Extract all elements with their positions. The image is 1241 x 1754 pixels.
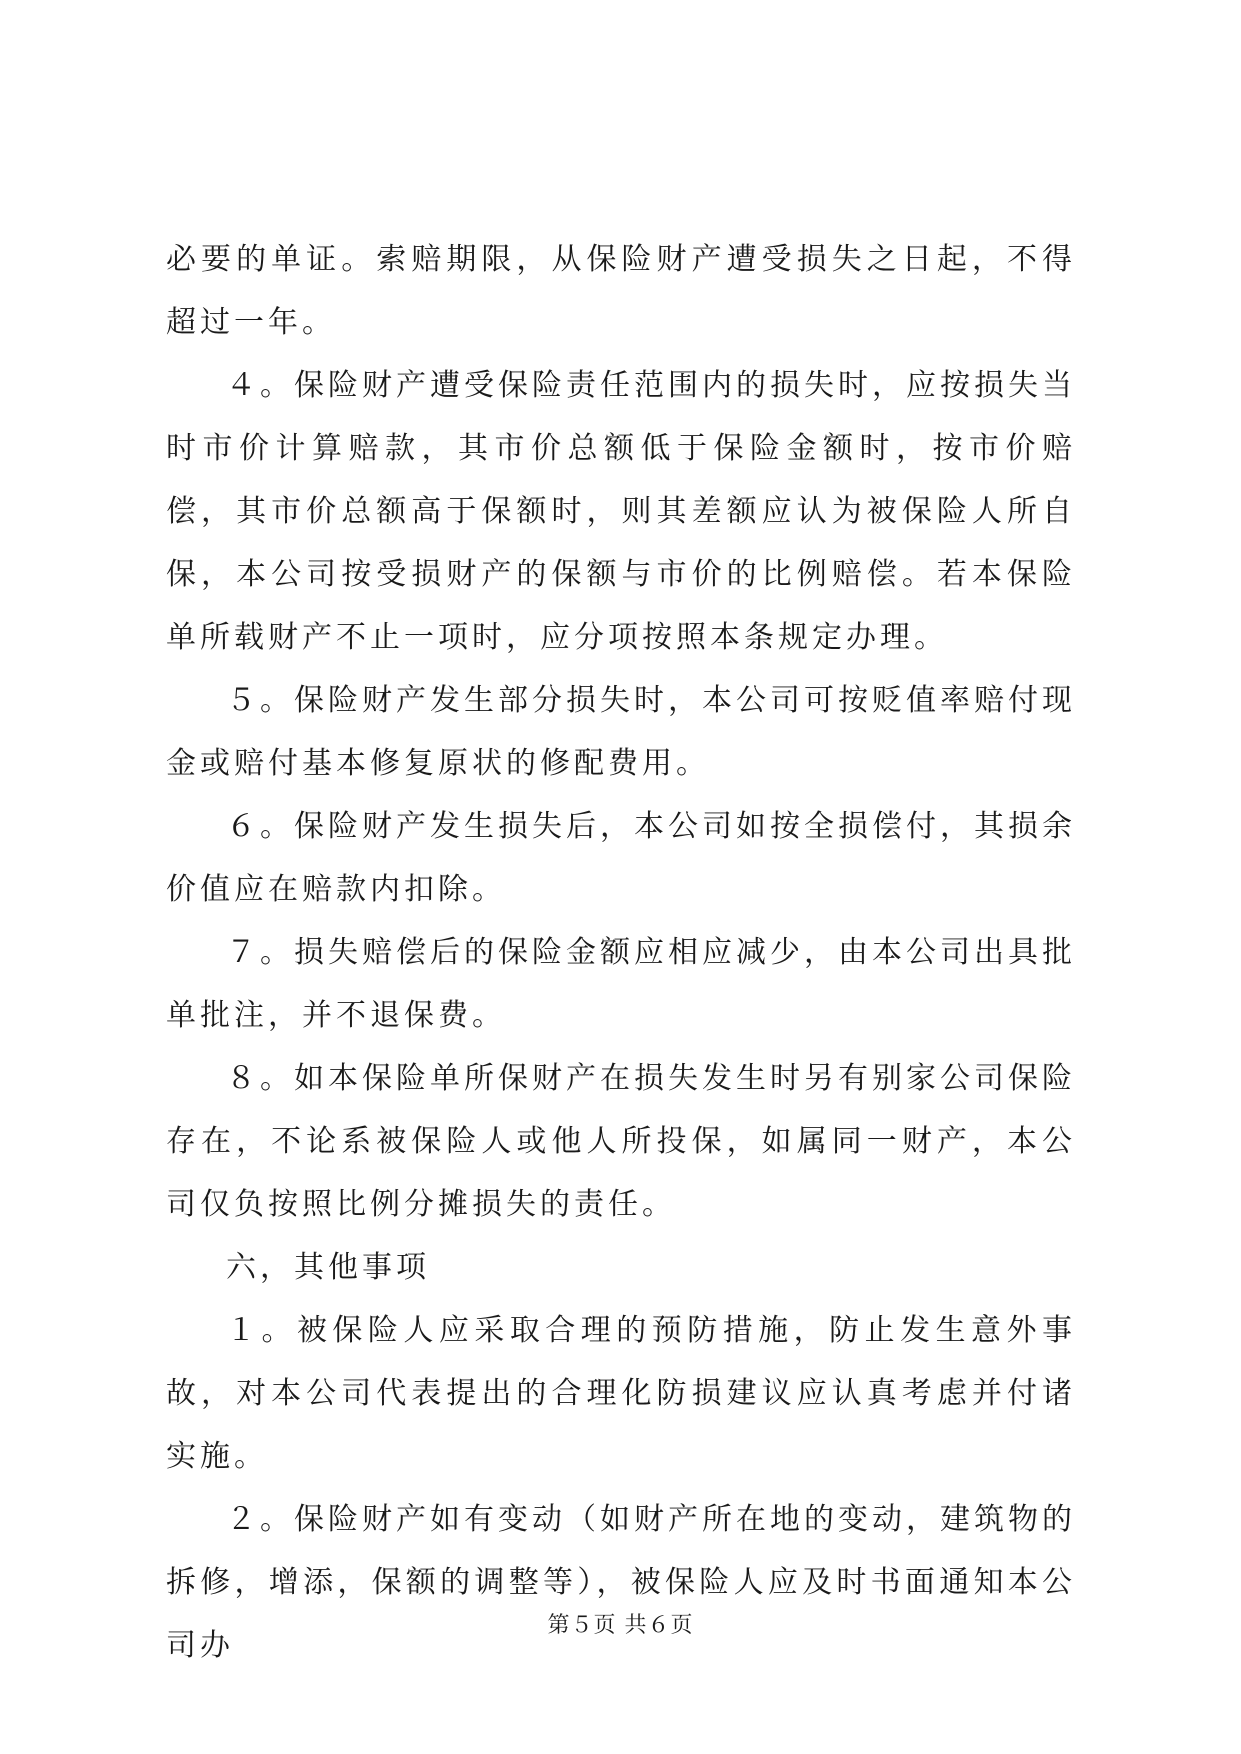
paragraph-clause-4: ４。保险财产遭受保险责任范围内的损失时，应按损失当时市价计算赔款，其市价总额低于保险金额时，按市价赔偿，其市价总额高于保额时，则其差额应认为被保险人所自保，本公司按受损财产的保额与市价的比例赔偿。若本保险单所载财产不止一项时，应分项按照本条规定办理。 xyxy=(166,368,1076,655)
paragraph-clause-5: ５。保险财产发生部分损失时，本公司可按贬值率赔付现金或赔付基本修复原状的修配费用。 xyxy=(166,683,1076,781)
section-heading-other-matters: 六，其他事项 xyxy=(226,1250,430,1285)
paragraph-clause-7: ７。损失赔偿后的保险金额应相应减少，由本公司出具批单批注，并不退保费。 xyxy=(166,935,1076,1033)
page-number-footer: 第５页 共６页 xyxy=(547,1613,694,1638)
paragraph-other-1: １。被保险人应采取合理的预防措施，防止发生意外事故，对本公司代表提出的合理化防损建议应认真考虑并付诸实施。 xyxy=(166,1313,1076,1474)
document-body xyxy=(166,228,1076,1677)
paragraph-other-2: ２。保险财产如有变动（如财产所在地的变动，建筑物的拆修，增添，保额的调整等），被保险人应及时书面通知本公司办 xyxy=(166,1502,1076,1663)
paragraph-continuation: 必要的单证。索赔期限，从保险财产遭受损失之日起，不得超过一年。 xyxy=(166,242,1076,340)
paragraph-clause-8: ８。如本保险单所保财产在损失发生时另有别家公司保险存在，不论系被保险人或他人所投保，如属同一财产，本公司仅负按照比例分摊损失的责任。 xyxy=(166,1061,1076,1222)
paragraph-clause-6: ６。保险财产发生损失后，本公司如按全损偿付，其损余价值应在赔款内扣除。 xyxy=(166,809,1076,907)
